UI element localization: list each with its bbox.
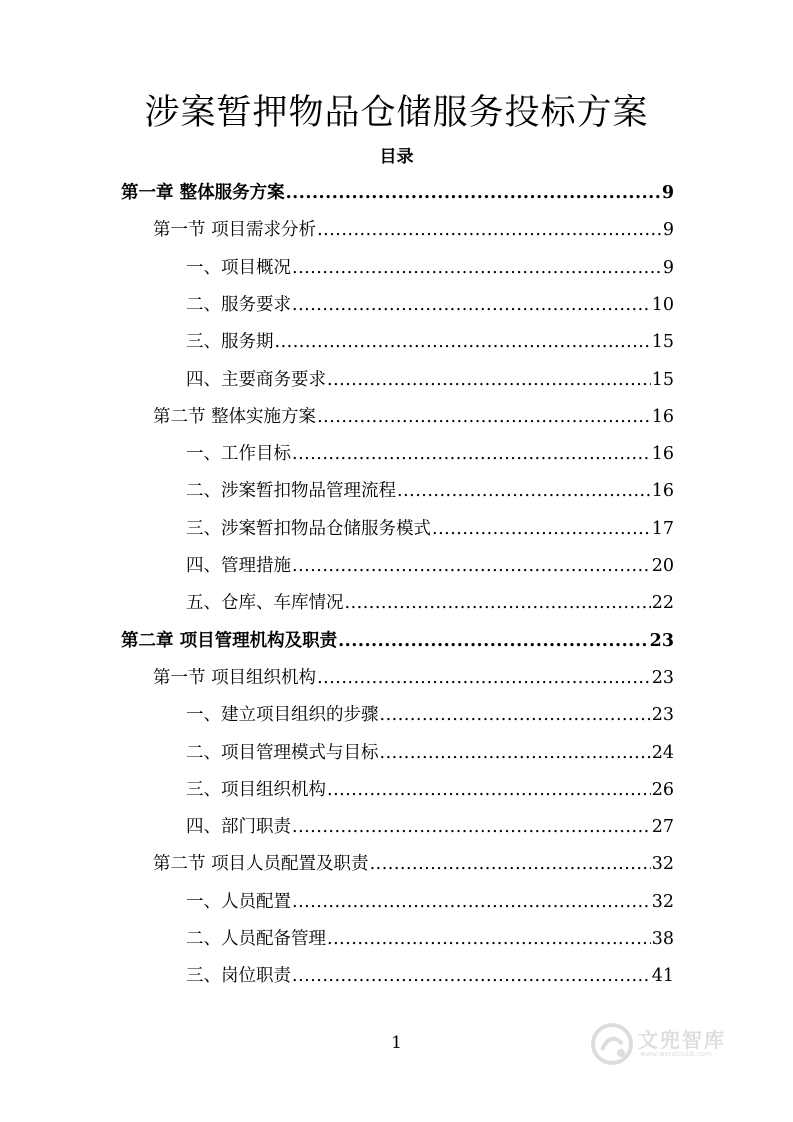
toc-chapter-entry[interactable] [121, 175, 674, 212]
toc-entry-label: 五、仓库、车库情况 [186, 593, 344, 614]
toc-entry-label: 二、涉案暂扣物品管理流程 [186, 481, 396, 502]
toc-dot-leader [317, 212, 662, 249]
toc-entry-page: 9 [662, 257, 674, 278]
toc-entry-label: 第二节 项目人员配置及职责 [153, 854, 369, 875]
toc-entry-page: 15 [651, 369, 674, 390]
toc-entry-label: 第一节 项目需求分析 [153, 220, 317, 241]
toc-subsection-entry[interactable] [186, 250, 674, 287]
toc-subsection-entry[interactable] [186, 809, 674, 846]
toc-entry-page: 22 [651, 593, 674, 614]
toc-subsection-entry[interactable] [186, 324, 674, 361]
toc-subsection-entry[interactable] [186, 585, 674, 622]
toc-dot-leader [317, 660, 651, 697]
toc-entry-page: 27 [651, 817, 674, 838]
toc-dot-leader [317, 399, 651, 436]
watermark [588, 1020, 758, 1070]
toc-entry-page: 10 [651, 294, 674, 315]
toc-entry-label: 四、部门职责 [186, 817, 291, 838]
toc-entry-label: 四、管理措施 [186, 556, 291, 576]
toc-subsection-entry[interactable] [186, 735, 674, 772]
toc-dot-leader [292, 809, 651, 846]
toc-dot-leader [327, 362, 651, 399]
toc-entry-label: 第二节 整体实施方案 [153, 406, 317, 427]
toc-dot-leader [292, 884, 651, 921]
document-title: 涉案暂押物品仓储服务投标方案 [144, 93, 649, 133]
toc-entry-label: 第二章 项目管理机构及职责 [121, 630, 338, 651]
toc-entry-page: 15 [651, 332, 674, 353]
toc-dot-leader [292, 287, 651, 324]
toc-dot-leader [275, 324, 651, 361]
toc-entry-label: 第一节 项目组织机构 [153, 667, 317, 688]
toc-entry-label: 一、人员配置 [186, 891, 291, 912]
toc-entry-page: 9 [661, 183, 674, 203]
toc-entry-label: 二、人员配备管理 [186, 929, 326, 949]
toc-subsection-entry[interactable] [186, 362, 674, 399]
toc-dot-leader [327, 772, 651, 809]
toc-subsection-entry[interactable] [186, 958, 674, 995]
toc-dot-leader [292, 250, 662, 287]
toc-section-entry[interactable] [153, 212, 674, 249]
toc-entry-page: 16 [651, 444, 674, 465]
toc-dot-leader [292, 548, 651, 585]
toc-entry-page: 24 [651, 742, 674, 763]
toc-section-entry[interactable] [153, 660, 674, 697]
toc-dot-leader [292, 958, 651, 995]
toc-entry-page: 23 [651, 667, 674, 688]
toc-entry-label: 第一章 整体服务方案 [121, 183, 285, 203]
toc-entry-label: 四、主要商务要求 [186, 369, 326, 390]
wendou-logo-icon [590, 1022, 634, 1066]
toc-entry-label: 一、工作目标 [186, 444, 291, 465]
toc-subsection-entry[interactable] [186, 772, 674, 809]
toc-entry-page: 38 [651, 929, 674, 949]
toc-dot-leader [370, 846, 651, 883]
toc-entry-page: 23 [649, 630, 674, 651]
toc-entry-page: 23 [651, 705, 674, 726]
toc-subsection-entry[interactable] [186, 548, 674, 585]
toc-dot-leader [432, 511, 651, 548]
toc-heading: 目录 [379, 147, 414, 167]
toc-subsection-entry[interactable] [186, 436, 674, 473]
toc-entry-page: 41 [651, 966, 674, 987]
toc-entry-page: 32 [651, 854, 674, 875]
toc-entry-label: 二、项目管理模式与目标 [186, 742, 379, 763]
toc-dot-leader [327, 921, 651, 958]
toc-dot-leader [380, 735, 651, 772]
toc-entry-label: 三、岗位职责 [186, 966, 291, 987]
watermark-text: 文兜智库 [638, 1028, 726, 1052]
toc-dot-leader [338, 623, 649, 660]
toc-entry-page: 16 [651, 406, 674, 427]
toc-subsection-entry[interactable] [186, 697, 674, 734]
toc-entry-page: 16 [651, 481, 674, 502]
toc-dot-leader [380, 697, 651, 734]
toc-entry-page: 26 [651, 779, 674, 800]
toc-dot-leader [286, 175, 661, 212]
toc-entry-label: 三、项目组织机构 [186, 779, 326, 800]
toc-section-entry[interactable] [153, 399, 674, 436]
toc-entry-page: 20 [651, 556, 674, 576]
toc-subsection-entry[interactable] [186, 473, 674, 510]
toc-entry-label: 三、服务期 [186, 332, 274, 353]
toc-section-entry[interactable] [153, 846, 674, 883]
page-number: 1 [391, 1033, 402, 1053]
toc-entry-label: 一、建立项目组织的步骤 [186, 705, 379, 726]
toc-entry-label: 三、涉案暂扣物品仓储服务模式 [186, 518, 431, 539]
toc-subsection-entry[interactable] [186, 921, 674, 958]
toc-entry-page: 32 [651, 891, 674, 912]
toc-subsection-entry[interactable] [186, 511, 674, 548]
toc-dot-leader [345, 585, 651, 622]
toc-subsection-entry[interactable] [186, 287, 674, 324]
toc-dot-leader [397, 473, 651, 510]
watermark-url: www.wendoulib.com [640, 1050, 712, 1058]
toc-chapter-entry[interactable] [121, 623, 674, 660]
toc-entry-page: 17 [651, 518, 674, 539]
toc-entry-label: 一、项目概况 [186, 257, 291, 278]
toc-entry-label: 二、服务要求 [186, 294, 291, 315]
toc-entry-page: 9 [662, 220, 674, 241]
toc-subsection-entry[interactable] [186, 884, 674, 921]
toc-dot-leader [292, 436, 651, 473]
